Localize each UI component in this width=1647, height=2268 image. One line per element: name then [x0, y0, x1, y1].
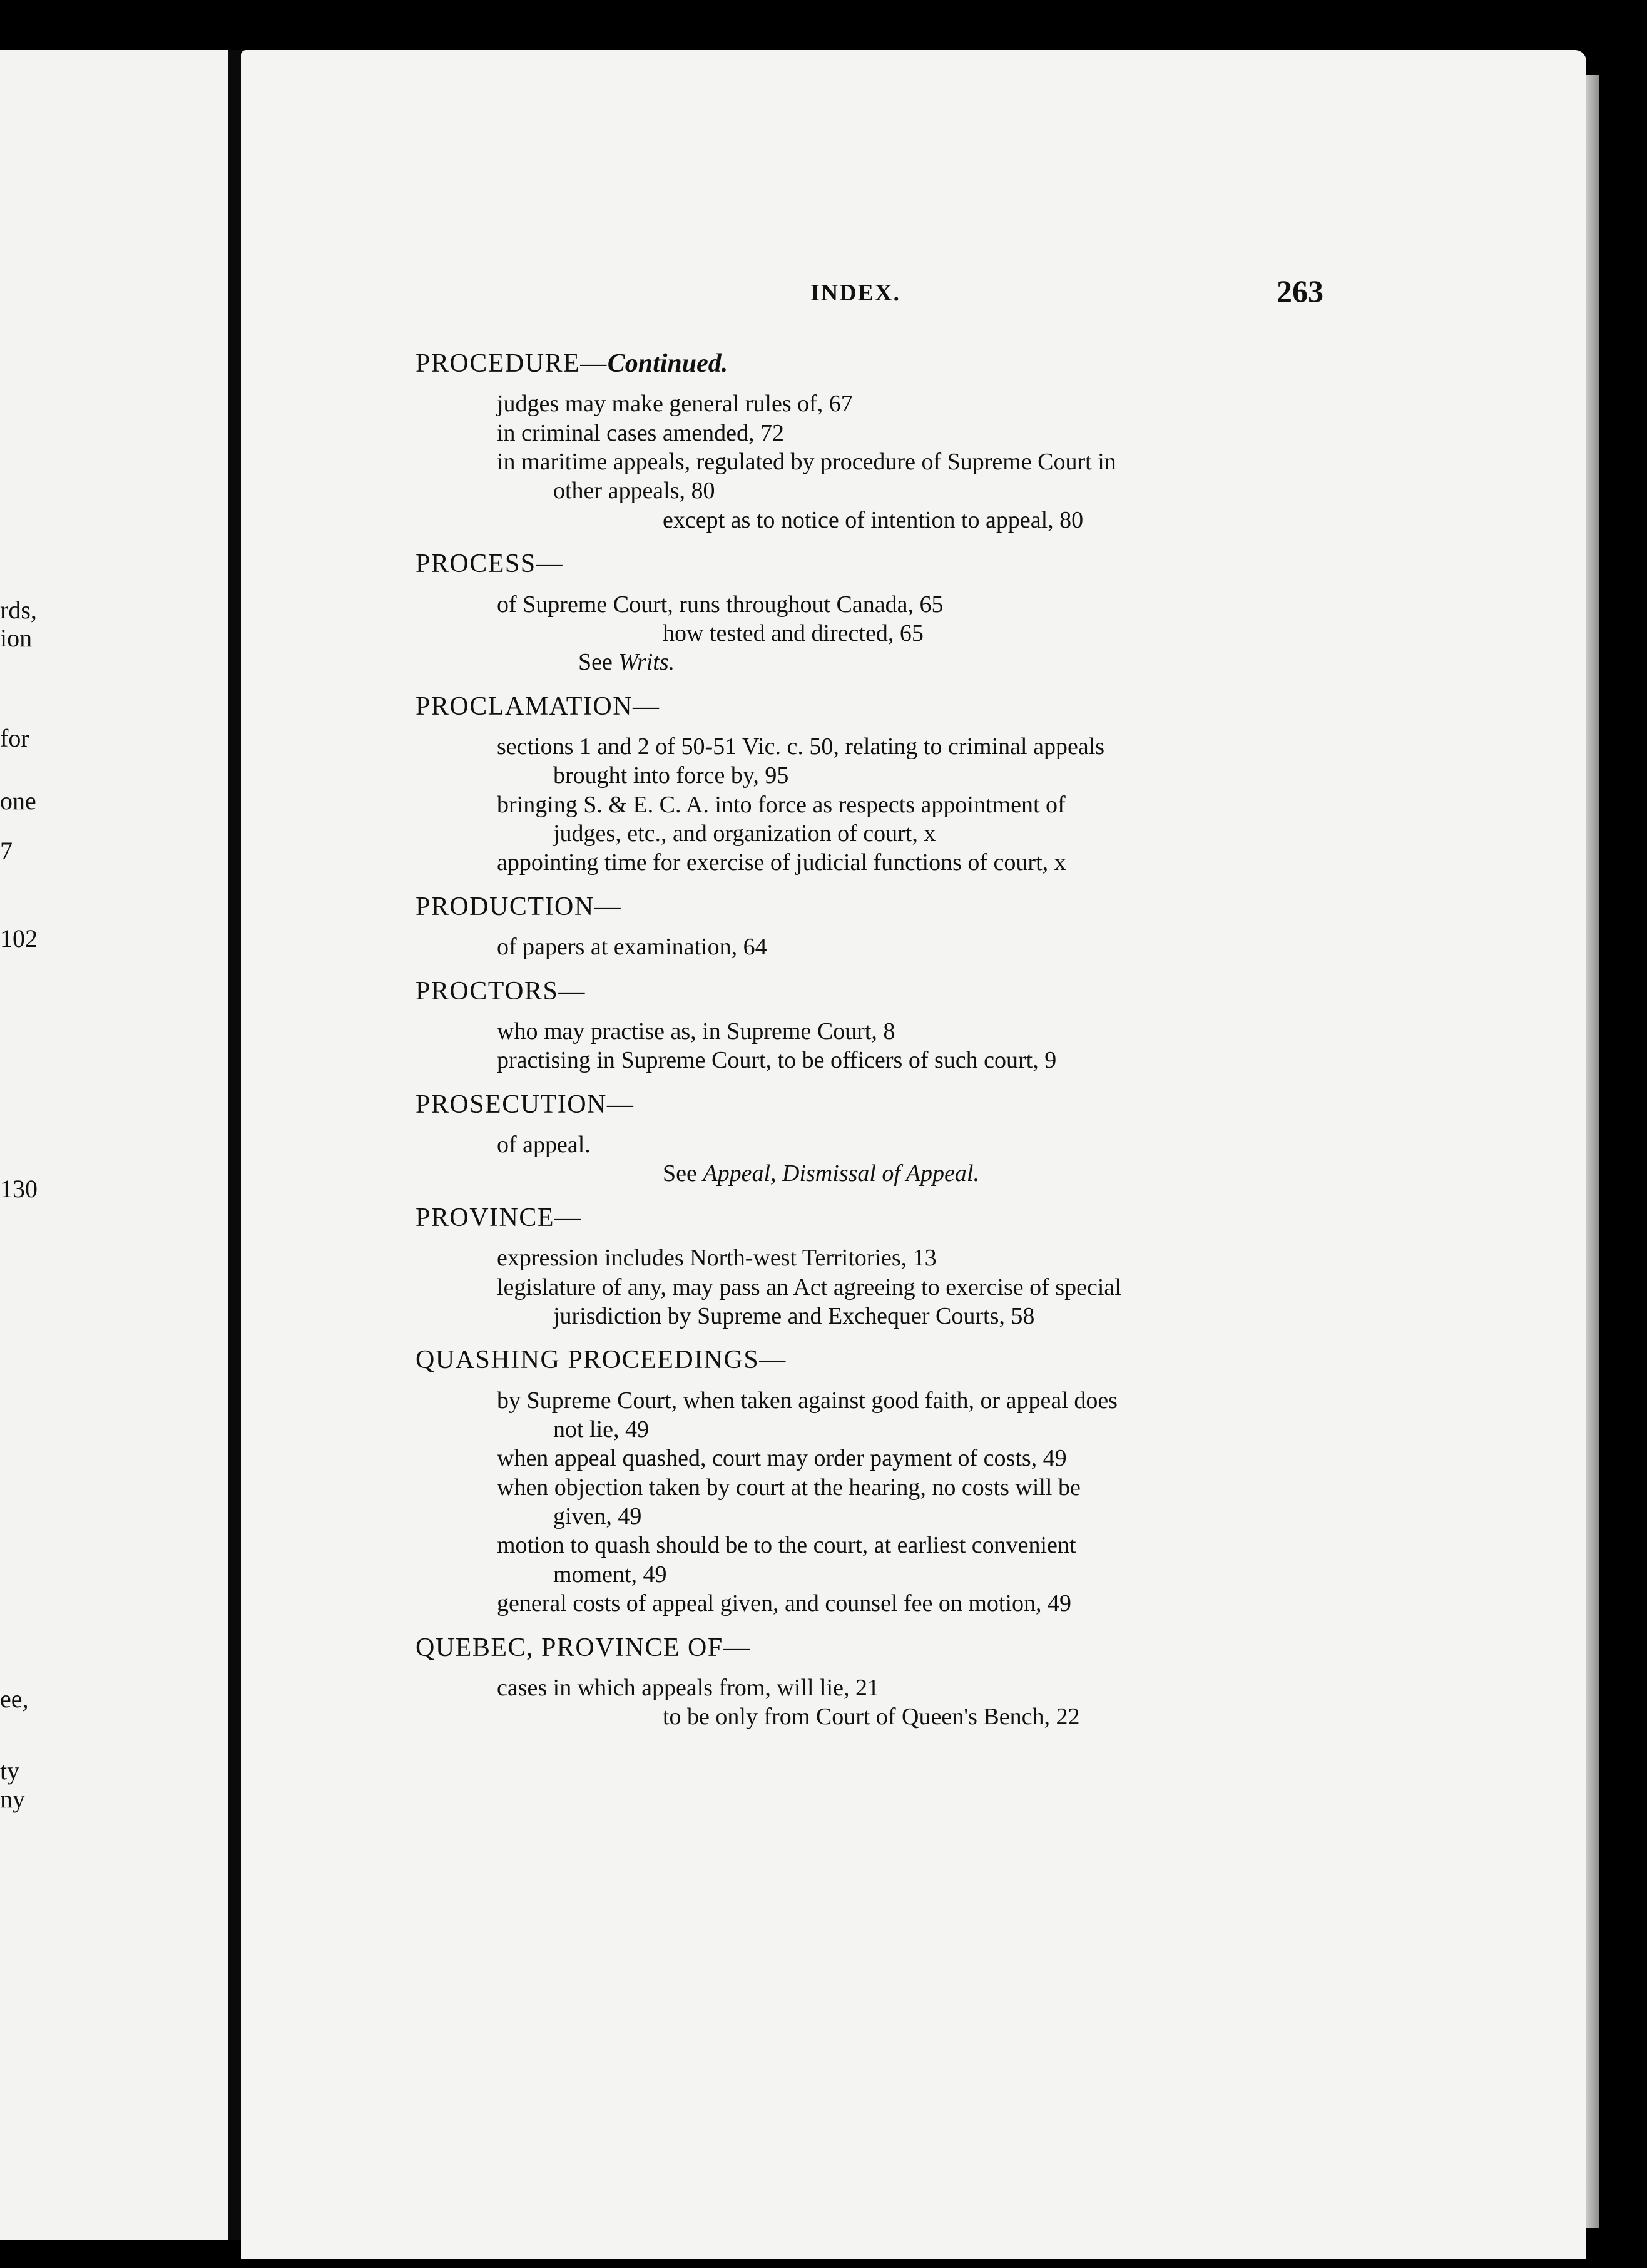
facing-page-fragment: 102	[0, 924, 38, 953]
facing-page-fragment: ty	[0, 1757, 20, 1785]
subentry	[416, 447, 1335, 506]
heading-continued-label: Continued.	[607, 349, 728, 378]
facing-page-fragment: ny	[0, 1785, 25, 1813]
subentry-continuation: given, 49	[553, 1503, 642, 1530]
subentry	[416, 590, 1335, 619]
entry-heading-text: PROCLAMATION—	[416, 692, 660, 721]
facing-page-fragment: ee,	[0, 1685, 29, 1713]
see-prefix: See	[663, 1160, 697, 1187]
index-entry	[416, 1202, 1335, 1331]
running-head: INDEX.	[810, 280, 900, 306]
subentry-text: by Supreme Court, when taken against good faith, or appeal does	[497, 1387, 1118, 1414]
subentry-text: bringing S. & E. C. A. into force as respects appointment of	[497, 791, 1066, 818]
subentry-continuation: judges, etc., and organization of court, x	[553, 820, 936, 847]
facing-page-fragment: rds,	[0, 596, 37, 624]
subentry-text: judges may make general rules of, 67	[497, 391, 853, 417]
entry-heading	[416, 1202, 1335, 1234]
subentry	[416, 1531, 1335, 1589]
subentry-text: except as to notice of intention to appeal, 80	[663, 506, 1084, 533]
page-number: 263	[1277, 273, 1323, 309]
subentry-text: when appeal quashed, court may order payment of costs, 49	[497, 1445, 1067, 1472]
subentry	[416, 932, 1335, 961]
page-edge	[1586, 75, 1599, 2228]
subentry	[416, 1130, 1335, 1159]
subentry-continuation: moment, 49	[553, 1561, 667, 1588]
subentry-text: in criminal cases amended, 72	[497, 419, 785, 446]
entry-heading	[416, 691, 1335, 722]
index-entry	[416, 348, 1335, 534]
subentry	[416, 848, 1335, 877]
subentry	[416, 1273, 1335, 1331]
subentry-text: legislature of any, may pass an Act agreeing to exercise of special	[497, 1274, 1121, 1300]
subentry	[416, 1473, 1335, 1531]
subentry-text: general costs of appeal given, and counsel fee on motion, 49	[497, 1590, 1072, 1617]
subentry-text: cases in which appeals from, will lie, 21	[497, 1674, 880, 1701]
facing-page-fragment: ion	[0, 624, 33, 652]
subentry-text: motion to quash should be to the court, at earliest convenient	[497, 1532, 1076, 1559]
subentry	[416, 732, 1335, 790]
subentry-continuation: not lie, 49	[553, 1416, 650, 1443]
entry-heading	[416, 548, 1335, 580]
entry-heading-text: PROCEDURE—	[416, 349, 608, 378]
subentry-text: sections 1 and 2 of 50-51 Vic. c. 50, relating to criminal appeals	[497, 733, 1105, 760]
subentry	[416, 1046, 1335, 1075]
see-target: Writs.	[618, 649, 675, 676]
subentry	[416, 1673, 1335, 1702]
subentry-text: who may practise as, in Supreme Court, 8	[497, 1018, 895, 1045]
see-prefix: See	[578, 649, 613, 676]
subentry	[416, 1444, 1335, 1473]
subentry-text: to be only from Court of Queen's Bench, 22	[663, 1704, 1080, 1730]
subentry	[416, 389, 1335, 418]
subentry-text: in maritime appeals, regulated by procedure of Supreme Court in	[497, 449, 1116, 476]
subentry	[416, 1702, 1335, 1731]
subentry	[416, 790, 1335, 849]
index-entries	[416, 348, 1335, 1745]
facing-page-fragment: 130	[0, 1175, 38, 1203]
entry-heading-text: QUEBEC, PROVINCE OF—	[416, 1633, 751, 1662]
subentry-text: expression includes North-west Territories, 13	[497, 1245, 937, 1272]
entry-heading	[416, 348, 1335, 379]
facing-page-fragment: for	[0, 724, 29, 752]
see-target: Appeal, Dismissal of Appeal.	[703, 1160, 979, 1187]
subentry-continuation: brought into force by, 95	[553, 762, 789, 789]
subentry-text: appointing time for exercise of judicial functions of court, x	[497, 849, 1066, 876]
index-entry	[416, 1089, 1335, 1188]
facing-page-fragment: one	[0, 787, 36, 815]
subentry-text: practising in Supreme Court, to be officers of such court, 9	[497, 1047, 1057, 1074]
entry-heading-text: PROSECUTION—	[416, 1090, 635, 1119]
subentry	[416, 619, 1335, 648]
index-entry	[416, 548, 1335, 677]
entry-heading	[416, 891, 1335, 922]
entry-heading-text: PRODUCTION—	[416, 892, 622, 921]
entry-heading-text: PROVINCE—	[416, 1203, 582, 1232]
subentry	[416, 1244, 1335, 1272]
subentry	[416, 506, 1335, 534]
subentry-continuation: jurisdiction by Supreme and Exchequer Courts, 58	[553, 1302, 1035, 1329]
facing-page	[0, 50, 228, 2240]
entry-heading-text: QUASHING PROCEEDINGS—	[416, 1346, 787, 1375]
book-gutter	[228, 50, 241, 2240]
subentry	[416, 1589, 1335, 1618]
entry-heading-text: PROCESS—	[416, 549, 564, 579]
see-reference	[416, 1159, 1335, 1188]
subentry-text: of papers at examination, 64	[497, 934, 767, 961]
entry-heading	[416, 976, 1335, 1007]
index-entry	[416, 976, 1335, 1075]
entry-heading	[416, 1089, 1335, 1120]
subentry-continuation: other appeals, 80	[553, 478, 715, 504]
index-entry	[416, 1632, 1335, 1732]
see-reference	[416, 648, 1335, 677]
subentry-text: how tested and directed, 65	[663, 620, 924, 646]
subentry-text: of Supreme Court, runs throughout Canada, 65	[497, 591, 944, 618]
facing-page-fragment: 7	[0, 837, 13, 865]
entry-heading-text: PROCTORS—	[416, 976, 586, 1006]
subentry-text: when objection taken by court at the hearing, no costs will be	[497, 1474, 1081, 1501]
subentry	[416, 1386, 1335, 1444]
subentry-text: of appeal.	[497, 1131, 591, 1158]
index-entry	[416, 691, 1335, 877]
index-entry	[416, 891, 1335, 962]
index-entry	[416, 1344, 1335, 1618]
subentry	[416, 1017, 1335, 1046]
entry-heading	[416, 1632, 1335, 1663]
subentry	[416, 419, 1335, 447]
entry-heading	[416, 1344, 1335, 1376]
